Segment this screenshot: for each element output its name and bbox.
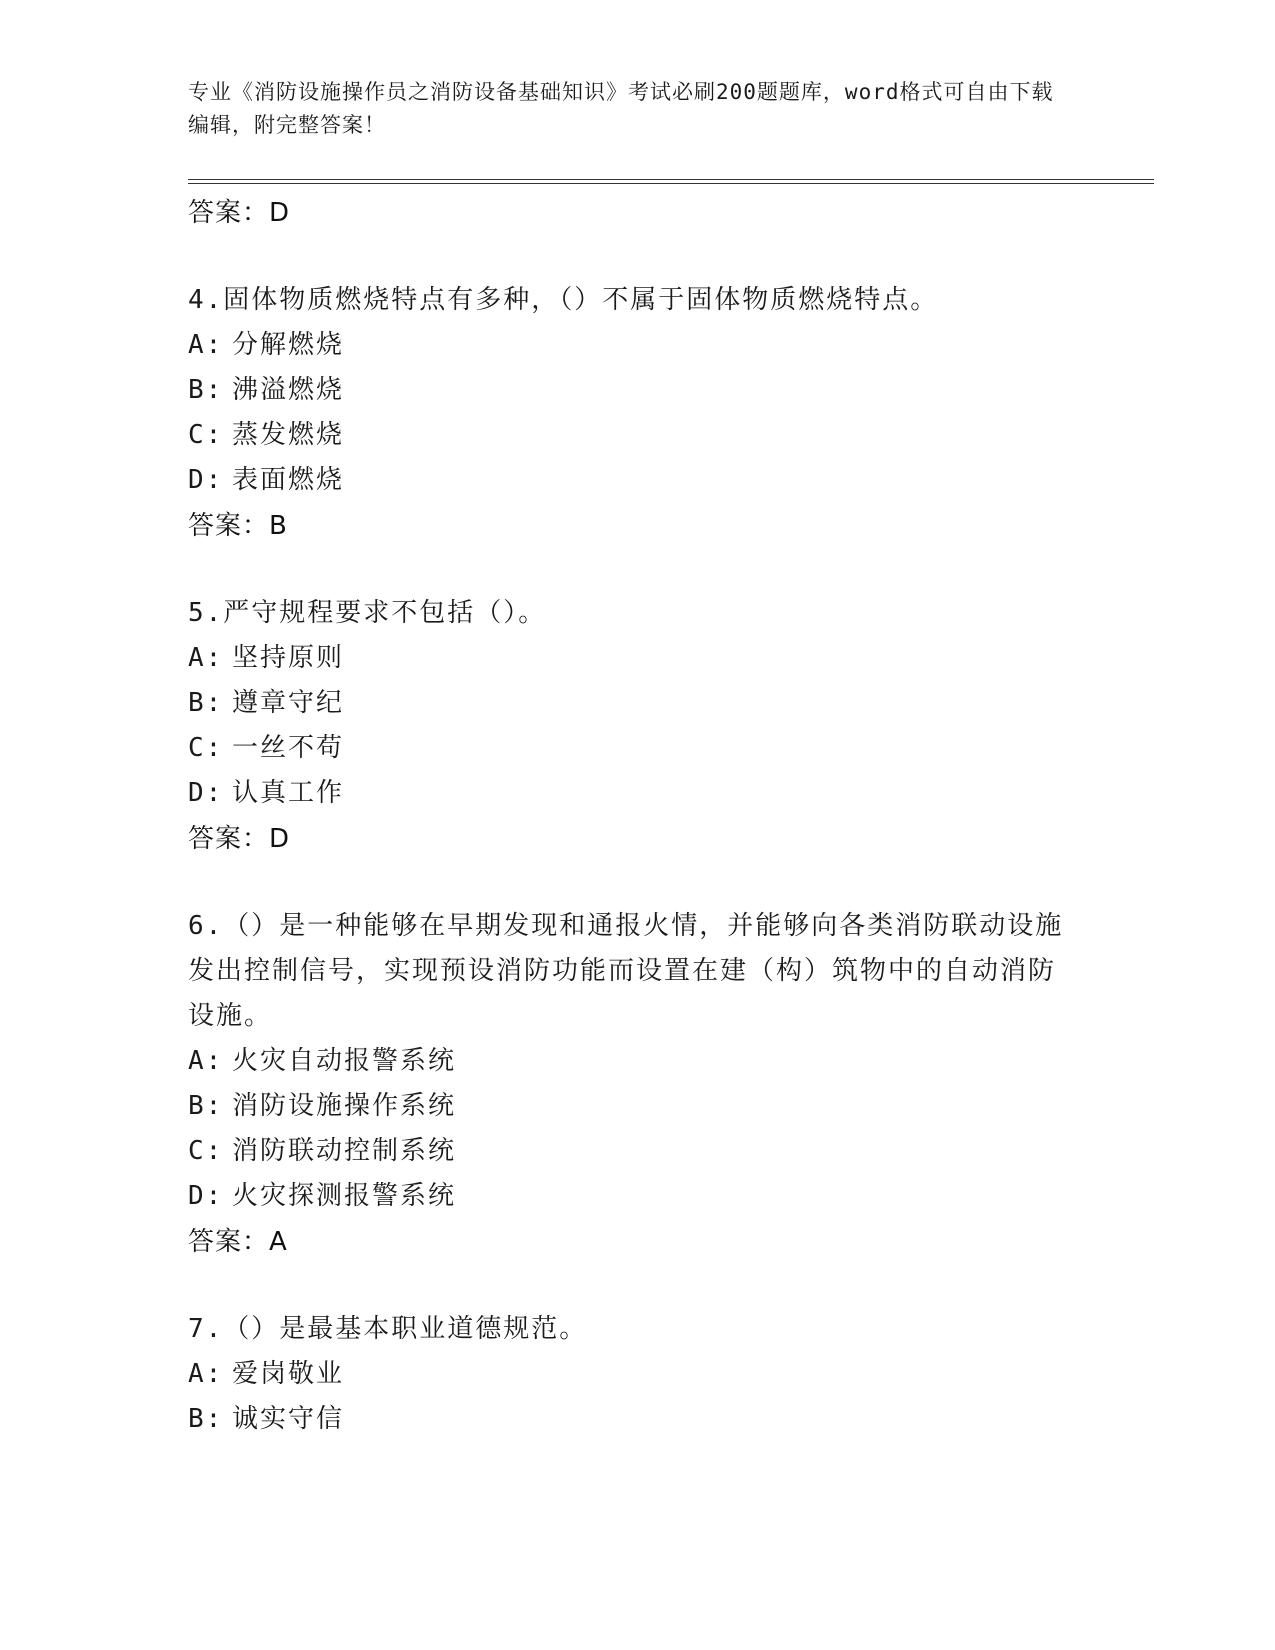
option-text: 认真工作: [232, 778, 345, 808]
option-letter: C:: [188, 1136, 224, 1166]
option-text: 火灾自动报警系统: [232, 1046, 457, 1076]
option-text: 消防设施操作系统: [232, 1091, 457, 1121]
document-header: 专业《消防设施操作员之消防设备基础知识》考试必刷200题题库，word格式可自由下载编辑，附完整答案！: [188, 80, 1054, 137]
option-text: 分解燃烧: [232, 330, 345, 360]
option-text: 表面燃烧: [232, 465, 345, 495]
option-letter: D:: [188, 465, 224, 495]
option-a: [188, 1039, 1068, 1084]
answer-line: 答案：A: [188, 1227, 288, 1257]
option-letter: A:: [188, 330, 224, 360]
option-text: 坚持原则: [232, 643, 345, 673]
answer-line: 答案：B: [188, 511, 288, 541]
answer-line: 答案：D: [188, 824, 291, 854]
question-spacer: [188, 549, 1068, 591]
option-c: [188, 413, 1068, 458]
option-d: [188, 771, 1068, 816]
option-text: 爱岗敬业: [232, 1359, 345, 1389]
option-c: [188, 726, 1068, 771]
option-letter: B:: [188, 1091, 224, 1121]
option-text: 消防联动控制系统: [232, 1136, 457, 1166]
option-letter: A:: [188, 1046, 224, 1076]
question-spacer: [188, 236, 1068, 278]
option-letter: B:: [188, 375, 224, 405]
question-stem: 7.（）是最基本职业道德规范。: [188, 1314, 588, 1344]
option-letter: D:: [188, 778, 224, 808]
option-letter: C:: [188, 420, 224, 450]
question-stem: 4.固体物质燃烧特点有多种，（）不属于固体物质燃烧特点。: [188, 285, 939, 315]
question-stem: 6.（）是一种能够在早期发现和通报火情，并能够向各类消防联动设施发出控制信号，实现预设消防功能而设置在建（构）筑物中的自动消防设施。: [188, 911, 1064, 1031]
option-text: 遵章守纪: [232, 688, 345, 718]
answer-line: 答案：D: [188, 198, 291, 228]
option-letter: A:: [188, 1359, 224, 1389]
option-d: [188, 458, 1068, 503]
option-letter: B:: [188, 1404, 224, 1434]
option-a: [188, 636, 1068, 681]
question-spacer: [188, 1265, 1068, 1307]
option-letter: A:: [188, 643, 224, 673]
option-text: 沸溢燃烧: [232, 375, 345, 405]
question-spacer: [188, 862, 1068, 904]
option-text: 蒸发燃烧: [232, 420, 345, 450]
option-b: [188, 1084, 1068, 1129]
option-d: [188, 1174, 1068, 1219]
option-a: [188, 323, 1068, 368]
option-letter: B:: [188, 688, 224, 718]
header-divider: [188, 179, 1154, 184]
option-b: [188, 368, 1068, 413]
option-letter: C:: [188, 733, 224, 763]
option-text: 诚实守信: [232, 1404, 345, 1434]
option-c: [188, 1129, 1068, 1174]
option-b: [188, 681, 1068, 726]
document-body: [188, 190, 1068, 1442]
option-b: [188, 1397, 1068, 1442]
option-a: [188, 1352, 1068, 1397]
option-text: 火灾探测报警系统: [232, 1181, 457, 1211]
option-text: 一丝不苟: [232, 733, 345, 763]
option-letter: D:: [188, 1181, 224, 1211]
question-stem: 5.严守规程要求不包括（）。: [188, 598, 547, 628]
